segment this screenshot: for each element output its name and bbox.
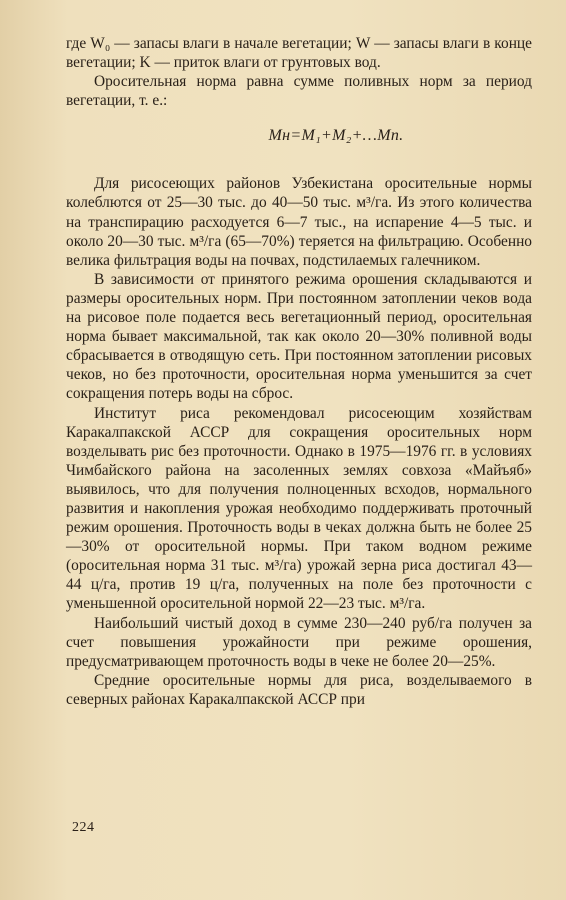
paragraph-variables: где W₀ — запасы влаги в начале вегетации; W — запасы влаги в конце вегетации; K — приток влаги от грунтовых вод. [66, 35, 532, 72]
formula-irrigation-norm: Mн=M₁+M₂+…Mп. [268, 127, 404, 145]
paragraph-net-income: Наибольший чистый доход в сумме 230—240 руб/га получен за счет повышения урожайности при режиме орошения, предусматривающем проточность воды в чеке не более 20—25%. [66, 614, 532, 670]
page-number: 224 [72, 820, 95, 835]
paragraph-average-norms: Средние оросительные нормы для риса, возделываемого в северных районах Каракалпакской АССР при [66, 671, 532, 708]
paragraph-irrigation-norm-definition: Оросительная норма равна сумме поливных норм за период вегетации, т. е.: [66, 73, 532, 110]
paragraph-irrigation-regime: В зависимости от принятого режима орошения складываются и размеры оросительных норм. При постоянном затоплении чеков вода на рисовое поле подается весь вегетационный период, оросительная норма бывает максимальной, так как около 20—30% поливной воды сбрасывается в отводящую сеть. При постоянном затоплении рисовых чеков, но без проточности, оросительная норма уменьшится за счет сокращения потерь воды на сброс. [66, 270, 532, 403]
paragraph-uzbekistan-norms: Для рисосеющих районов Узбекистана оросительные нормы колеблются от 25—30 тыс. до 40—50 тыс. м³/га. Из этого количества на транспирацию расходуется 6—7 тыс., на испарение 4—5 тыс. и около 20—30 тыс. м³/га (65—70%) теряется на фильтрацию. Особенно велика фильтрация воды на почвах, подстилаемых галечником. [66, 175, 532, 269]
paragraph-rice-institute: Институт риса рекомендовал рисосеющим хозяйствам Каракалпакской АССР для сокращения оросительных норм возделывать рис без проточности. Однако в 1975—1976 гг. в условиях Чимбайского района на засоленных землях совхоза «Майъяб» выявилось, что для получения полноценных всходов, нормального развития и накопления урожая необходимо поддерживать проточный режим орошения. Проточность воды в чеках должна быть не более 25—30% от оросительной нормы. При таком водном режиме (оросительная норма 31 тыс. м³/га) урожай зерна риса достигал 43—44 ц/га, против 19 ц/га, полученных на поле без проточности с уменьшенной оросительной нормой 22—23 тыс. м³/га. [66, 404, 532, 613]
